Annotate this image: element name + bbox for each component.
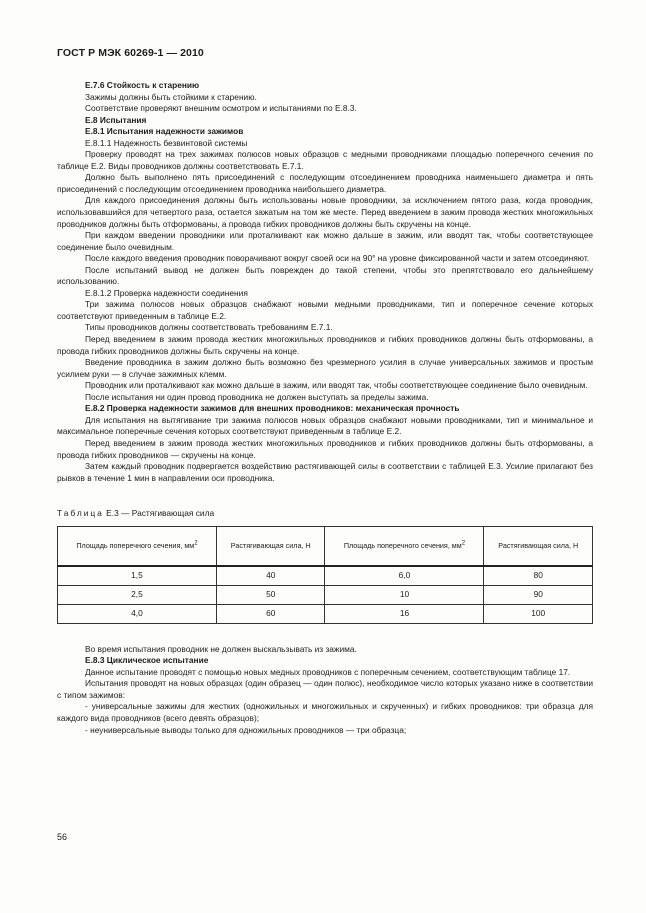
paragraph: Во время испытания проводник не должен выскальзывать из зажима.: [85, 643, 357, 654]
cell-area-1: 4,0: [58, 604, 217, 623]
paragraph: При каждом введении проводники или проталкивают как можно дальше в зажим, или вводят так, чтобы соответствующее соединение было очевидным.: [57, 230, 593, 252]
header-force-1: Растягивающая сила, Н: [216, 526, 325, 566]
paragraph: Введение проводника в зажим должно быть возможно без чрезмерного усилия в случае универсальных зажимов и простым усилием руки — в случае зажимных клемм.: [57, 357, 593, 379]
section-heading: Е.8.2 Проверка надежности зажимов для внешних проводников: механическая прочность: [85, 403, 460, 414]
section-heading: Е.8 Испытания: [85, 114, 147, 125]
cell-area-1: 1,5: [58, 566, 217, 586]
tensile-force-table: [57, 526, 593, 624]
cell-area-1: 2,5: [58, 585, 217, 604]
paragraph: Е.8.1.2 Проверка надежности соединения: [85, 287, 248, 298]
document-header: ГОСТ Р МЭК 60269-1 — 2010: [57, 47, 204, 59]
cell-area-2: 10: [325, 585, 484, 604]
paragraph: Для испытания на вытягивание три зажима полюсов новых образцов снабжают новыми проводниками, тип и минимальное и максимальное поперечные сечения которых соответствуют приведенным в таблице Е.2.: [57, 414, 593, 437]
cell-force-1: 50: [216, 585, 325, 604]
paragraph: Для каждого присоединения должны быть использованы новые проводники, за исключением пятого раза, когда проводник, использовавшийся для четвертого раза, остается зажатым на том же месте. Перед введением в зажим провода жестких многожильных проводников должны быть отформованы, а провода гибких проводников должны быть скручены на конце.: [57, 195, 593, 229]
cell-force-1: 60: [216, 604, 325, 623]
page-content: [57, 80, 593, 736]
paragraph: - неуниверсальные выводы только для одножильных проводников — три образца;: [85, 724, 407, 735]
table-caption: [57, 508, 593, 520]
table-row: [58, 604, 593, 623]
paragraph: Три зажима полюсов новых образцов снабжают новыми медными проводниками, тип и поперечное сечение которых соответствуют приведенным в таблице Е.2.: [57, 299, 593, 321]
section-heading: Е.8.3 Циклическое испытание: [85, 655, 209, 666]
paragraph: Проводник или проталкивают как можно дальше в зажим, или вводят так, чтобы соответствующее соединение было очевидным.: [85, 380, 588, 391]
table-row: [58, 585, 593, 604]
cell-force-2: 100: [484, 604, 593, 623]
paragraph: Типы проводников должны соответствовать требованиям Е.7.1.: [85, 322, 333, 333]
table-caption-title: Е.3 — Растягивающая сила: [103, 508, 215, 519]
bottom-paragraphs: [57, 644, 593, 736]
cell-force-2: 80: [484, 566, 593, 586]
paragraph: Соответствие проверяют внешним осмотром и испытаниями по Е.8.3.: [85, 103, 357, 114]
table-caption-prefix: Таблица: [57, 508, 104, 519]
cell-area-2: 6,0: [325, 566, 484, 586]
paragraph: После испытаний вывод не должен быть поврежден до такой степени, чтобы это препятствовало его дальнейшему использованию.: [57, 264, 593, 287]
cell-force-2: 90: [484, 585, 593, 604]
header-area-1: Площадь поперечного сечения, $мм^2$: [58, 526, 217, 566]
page-number: 56: [57, 832, 68, 842]
header-force-2: Растягивающая сила, Н: [484, 526, 593, 566]
paragraph: После испытания ни один провод проводника не должен выступать за пределы зажима.: [85, 391, 429, 402]
header-area-2: Площадь поперечного сечения, $мм^2$: [325, 526, 484, 566]
paragraph: Должно быть выполнено пять присоединений с последующим отсоединением проводника наименьшего диаметра и пять присоединений с последующим отсоединением проводника наибольшего диаметра.: [57, 172, 593, 194]
paragraph: - универсальные зажимы для жестких (одножильных и многожильных и скрученных) и гибких проводников: три образца для каждого вида проводников (всего девять образцов);: [57, 701, 593, 723]
top-paragraphs: [57, 80, 593, 484]
paragraph: Затем каждый проводник подвергается воздействию растягивающей силы в соответствии с таблицей Е.3. Усилие прилагают без рывков в течение 1 мин в направлении оси проводника.: [57, 461, 593, 483]
paragraph: Проверку проводят на трех зажимах полюсов новых образцов с медными проводниками площадью поперечного сечения по таблице Е.2. Виды проводников должны соответствовать Е.7.1.: [57, 149, 593, 171]
paragraph: Перед введением в зажим провода жестких многожильных проводников и гибких проводников должны быть отформованы, а провода гибких проводников должны быть скручены на конце.: [57, 334, 593, 356]
paragraph: Зажимы должны быть стойкими к старению.: [85, 91, 257, 102]
paragraph: Данное испытание проводят с помощью новых медных проводников с поперечным сечением, соответствующим таблице 17.: [85, 666, 571, 677]
section-heading: Е.8.1 Испытания надежности зажимов: [85, 126, 244, 137]
cell-area-2: 16: [325, 604, 484, 623]
paragraph: Испытания проводят на новых образцах (один образец — один полюс), необходимое число которых указано ниже в соответствии с типом зажимов:: [57, 678, 593, 700]
section-heading: Е.7.6 Стойкость к старению: [85, 80, 200, 90]
cell-force-1: 40: [216, 566, 325, 586]
table-row: [58, 566, 593, 586]
paragraph: После каждого введения проводник поворачивают вокруг своей оси на 90° на уровне фиксированной части и затем отсоединяют.: [85, 253, 590, 264]
paragraph: Е.8.1.1 Надежность безвинтовой системы: [85, 137, 248, 148]
table-header-row: [58, 526, 593, 566]
paragraph: Перед введением в зажим провода жестких многожильных проводников и гибких проводников должны быть отформованы, а провода гибких проводников — скручены на конце.: [57, 437, 593, 460]
